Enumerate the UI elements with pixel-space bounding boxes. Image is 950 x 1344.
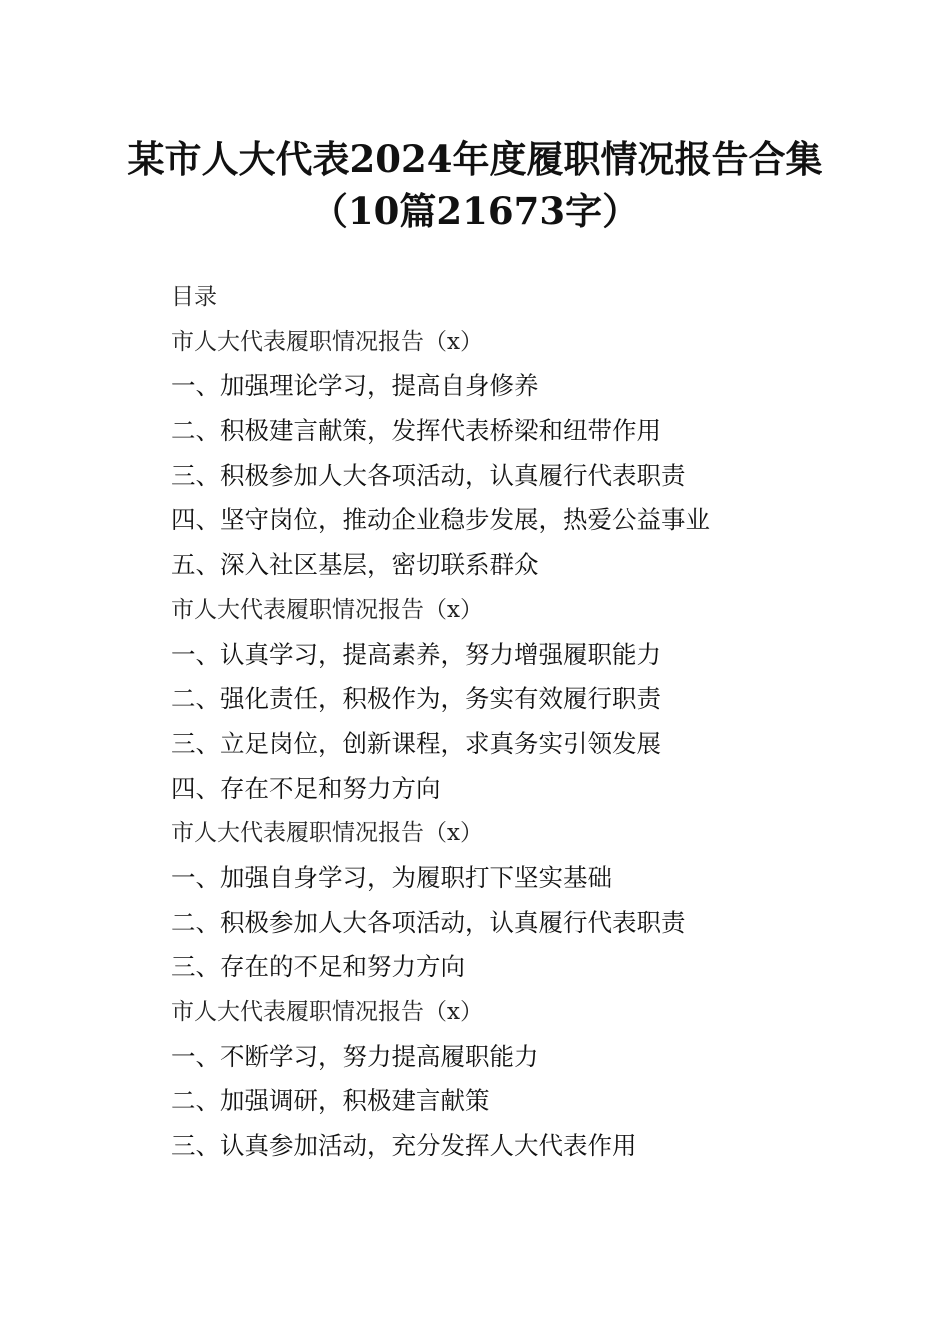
toc-item: 一、认真学习，提高素养，努力增强履职能力 <box>171 639 661 669</box>
toc-item: 五、深入社区基层，密切联系群众 <box>171 550 539 580</box>
toc-item: 一、加强理论学习，提高自身修养 <box>171 371 539 401</box>
toc-item: 二、积极参加人大各项活动，认真履行代表职责 <box>171 907 686 937</box>
toc-report-title: 市人大代表履职情况报告（x） <box>171 596 483 623</box>
table-of-contents <box>171 275 891 1169</box>
title-line-2: （10篇21673字） <box>310 189 640 233</box>
toc-item: 一、加强自身学习，为履职打下坚实基础 <box>171 862 612 892</box>
toc-item: 三、积极参加人大各项活动，认真履行代表职责 <box>171 460 686 490</box>
toc-item: 三、认真参加活动，充分发挥人大代表作用 <box>171 1131 637 1161</box>
toc-item: 二、强化责任，积极作为，务实有效履行职责 <box>171 684 661 714</box>
toc-report-title: 市人大代表履职情况报告（x） <box>171 820 483 847</box>
toc-report-title: 市人大代表履职情况报告（x） <box>171 328 483 355</box>
document-title <box>0 133 950 237</box>
toc-item: 四、坚守岗位，推动企业稳步发展，热爱公益事业 <box>171 505 710 535</box>
toc-report-title: 市人大代表履职情况报告（x） <box>171 999 483 1025</box>
toc-item: 四、存在不足和努力方向 <box>171 773 441 803</box>
toc-item: 一、不断学习，努力提高履职能力 <box>171 1041 539 1071</box>
toc-item: 二、积极建言献策，发挥代表桥梁和纽带作用 <box>171 416 661 446</box>
toc-item: 三、存在的不足和努力方向 <box>171 952 465 982</box>
toc-heading: 目录 <box>171 284 217 310</box>
toc-item: 二、加强调研，积极建言献策 <box>171 1086 490 1116</box>
toc-item: 三、立足岗位，创新课程，求真务实引领发展 <box>171 728 661 758</box>
title-line-1: 某市人大代表2024年度履职情况报告合集 <box>127 137 823 181</box>
